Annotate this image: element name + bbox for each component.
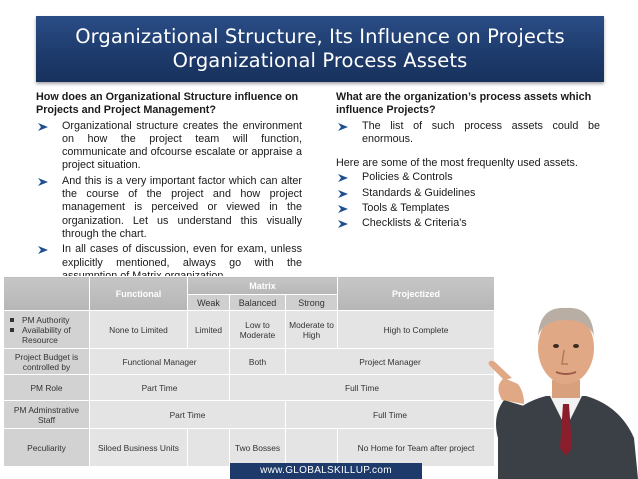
table-cell: High to Complete <box>338 311 495 349</box>
header-functional: Functional <box>90 277 188 311</box>
table-cell: Siloed Business Units <box>90 429 188 467</box>
chevron-right-icon <box>338 174 348 182</box>
asset-item-text: Policies & Controls <box>362 171 453 184</box>
subheader-balanced: Balanced <box>230 295 286 311</box>
table-cell: Limited <box>188 311 230 349</box>
left-column <box>36 91 302 285</box>
table-row <box>4 375 495 401</box>
header-projectized: Projectized <box>338 277 495 311</box>
table-cell: Full Time <box>286 401 495 429</box>
row-label-pm-role: PM Role <box>4 375 90 401</box>
left-bullet-text: Organizational structure creates the environment on how the project team will function, communicate and ofcourse escalate or appraise a project situation. <box>62 119 302 172</box>
table-cell: No Home for Team after project <box>338 429 495 467</box>
right-question: What are the organization’s process assets which influence Projects? <box>336 91 592 117</box>
chevron-right-icon <box>38 178 48 186</box>
row-label-admin-staff: PM Adminstrative Staff <box>4 401 90 429</box>
table-cell: Moderate to High <box>286 311 338 349</box>
right-bullet <box>336 120 600 147</box>
chevron-right-icon <box>338 205 348 213</box>
slide-title-line-1: Organizational Structure, Its Influence on Projects <box>75 25 565 48</box>
table-cell: Project Manager <box>286 349 495 375</box>
table-cell: Two Bosses <box>230 429 286 467</box>
table-row <box>4 401 495 429</box>
right-bullet-text: The list of such process assets could be enormous. <box>362 119 600 145</box>
asset-item <box>336 217 600 230</box>
chevron-right-icon <box>38 123 48 131</box>
left-bullet-text: In all cases of discussion, even for exam, unless explicitly mentioned, always go with the <box>62 243 302 269</box>
asset-item <box>336 187 600 200</box>
row-label-text: PM Authority <box>22 314 70 325</box>
title-band <box>36 16 604 82</box>
subheader-strong: Strong <box>286 295 338 311</box>
left-question: How does an Organizational Structure influence on Projects and Project Management? <box>36 91 299 117</box>
chevron-right-icon <box>338 190 348 198</box>
slide-title-line-2: Organizational Process Assets <box>172 49 468 72</box>
table-cell: Both <box>230 349 286 375</box>
asset-item <box>336 202 600 215</box>
pointing-presenter-illustration <box>468 288 638 479</box>
chevron-right-icon <box>338 123 348 131</box>
left-bullet-text: And this is a very important factor which can alter the course of the project and how project management is perceived or viewed in the organization. Let us understand this visually through the chart. <box>62 174 302 240</box>
org-structure-table <box>3 276 494 466</box>
row-label-budget: Project Budget is controlled by <box>4 349 90 375</box>
table-cell: Part Time <box>90 375 230 401</box>
chevron-right-icon <box>338 220 348 228</box>
table-row <box>4 311 495 349</box>
subheader-weak: Weak <box>188 295 230 311</box>
chevron-right-icon <box>38 246 48 254</box>
table-row <box>4 429 495 467</box>
table-cell: Functional Manager <box>90 349 230 375</box>
right-column <box>336 91 600 233</box>
table-cell: Part Time <box>90 401 286 429</box>
assets-intro: Here are some of the most frequenlty used assets. <box>336 157 578 170</box>
table-cell: None to Limited <box>90 311 188 349</box>
table-cell: Low to Moderate <box>230 311 286 349</box>
asset-item-text: Tools & Templates <box>362 202 450 215</box>
row-label-peculiarity: Peculiarity <box>4 429 90 467</box>
table-cell <box>286 429 338 467</box>
row-label-authority <box>4 311 90 349</box>
table-cell: Full Time <box>230 375 495 401</box>
asset-item-text: Standards & Guidelines <box>362 186 476 199</box>
left-bullet <box>36 175 302 241</box>
table-cell <box>188 429 230 467</box>
corner-header-cell <box>4 277 90 311</box>
asset-item <box>336 171 600 184</box>
header-matrix: Matrix <box>188 277 338 295</box>
table-row <box>4 349 495 375</box>
left-bullet <box>36 120 302 173</box>
asset-item-text: Checklists & Criteria's <box>362 217 467 230</box>
org-structure-grid <box>3 276 495 467</box>
row-label-text: Availability of Resource <box>22 324 71 345</box>
footer-website: www.GLOBALSKILLUP.com <box>230 463 422 479</box>
